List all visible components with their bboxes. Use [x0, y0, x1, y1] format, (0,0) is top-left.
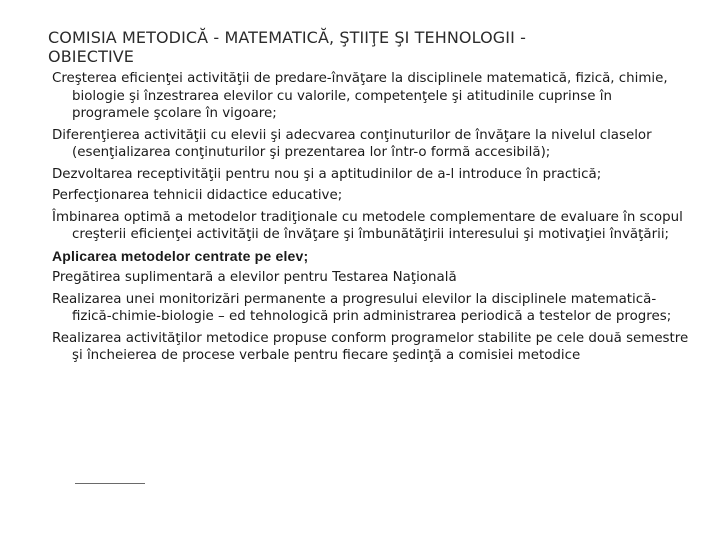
objectives-list — [52, 70, 692, 369]
page-title-line-2: OBIECTIVE — [48, 47, 135, 66]
objective-item: Perfecţionarea tehnicii didactice educative; — [52, 188, 343, 203]
objective-item-emphasized: Aplicarea metodelor centrate pe elev; — [52, 247, 309, 264]
objective-item: Realizarea unei monitorizări permanente a progresului elevilor la disciplinele matematică-fizică-chimie-biologie – ed tehnologică prin administrarea periodică a testelor de progres; — [52, 291, 672, 324]
page-title-line-1: COMISIA METODICĂ - MATEMATICĂ, ŞTIIŢE ŞI TEHNOLOGII - — [48, 28, 526, 47]
objective-item: Dezvoltarea receptivităţii pentru nou şi a aptitudinilor de a-l introduce în practică; — [52, 166, 602, 182]
page-title — [48, 28, 708, 66]
objective-item: Pregătirea suplimentară a elevilor pentru Testarea Naţională — [52, 270, 457, 285]
objective-item: Realizarea activităţilor metodice propuse conform programelor stabilite pe cele două semestre şi încheierea de procese verbale pentru fiecare şedinţă a comisiei metodice — [52, 330, 689, 363]
objective-item: Diferenţierea activităţii cu elevii şi adecvarea conţinuturilor de învăţare la nivelul claselor (esenţializarea conţinuturilor şi prezentarea lor într-o formă accesibilă); — [52, 127, 652, 160]
underline-divider — [75, 483, 145, 484]
objective-item: Îmbinarea optimă a metodelor tradiţionale cu metodele complementare de evaluare în scopul creşterii eficienţei activităţii de învăţare şi îmbunătăţirii interesului şi motivaţiei învăţării; — [52, 209, 683, 242]
objective-item: Creşterea eficienţei activităţii de predare-învăţare la disciplinele matematică, fizică, chimie, biologie şi înzestrarea elevilor cu valorile, competenţele şi atitudinile cuprinse în programele şcolare în vigoare; — [52, 71, 668, 121]
